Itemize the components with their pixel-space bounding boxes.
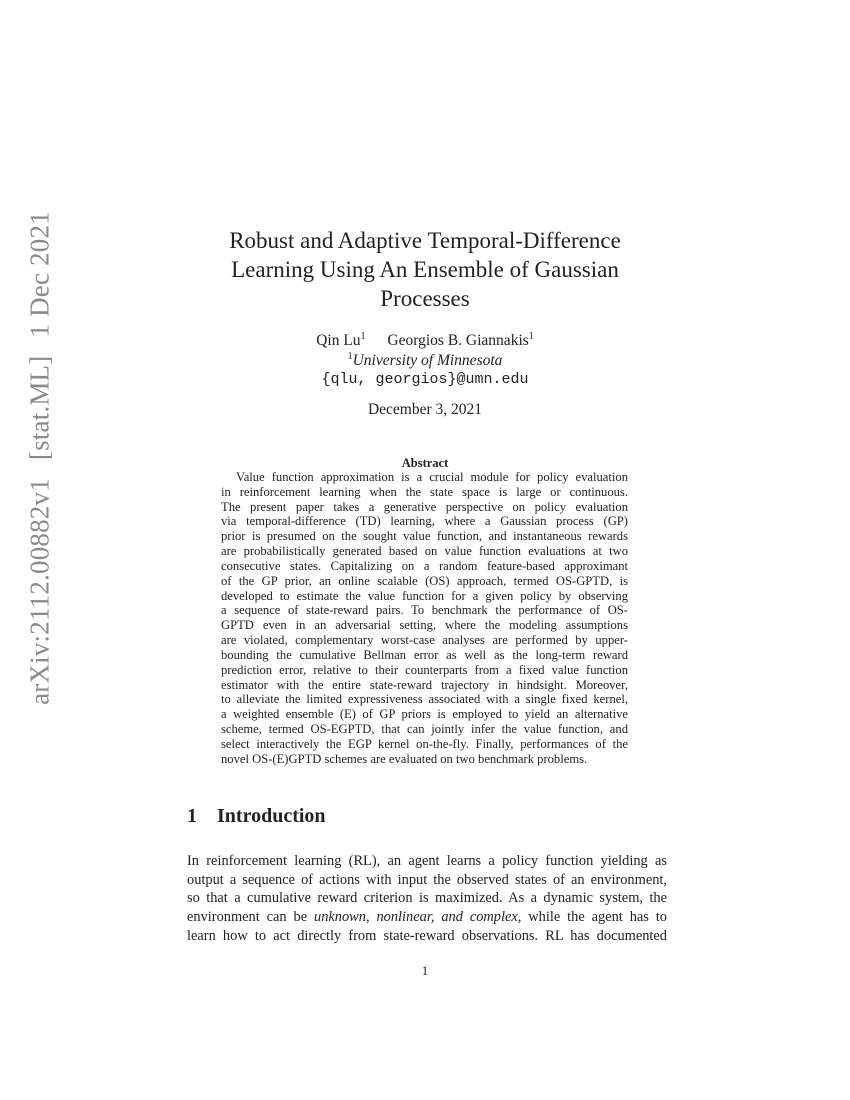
text-line: In reinforcement learning (RL), an agent learns a policy function yielding as <box>187 853 667 869</box>
text-line: a weighted ensemble (E) of GP priors is employed to yield an alternative <box>221 707 628 722</box>
affiliation <box>0 351 850 370</box>
arxiv-category: [stat.ML] <box>24 355 55 461</box>
text-line: of the GP prior, an online scalable (OS) approach, termed OS-GPTD, is <box>221 573 628 588</box>
text-line: prior is presumed on the sought value function, and instantaneous rewards <box>221 529 628 544</box>
arxiv-date: 1 Dec 2021 <box>24 211 55 338</box>
intro-body <box>187 852 667 946</box>
text-line: select interactively the EGP kernel on-the-fly. Finally, performances of the <box>221 736 628 751</box>
paper-title <box>0 226 850 313</box>
text-line: are violated, complementary worst-case analyses are performed by upper- <box>221 633 628 648</box>
text-line: developed to estimate the value function for a given policy by observing <box>221 588 628 603</box>
text-line: estimator with the entire state-reward trajectory in hindsight. Moreover, <box>221 677 628 692</box>
text-line: scheme, termed OS-EGPTD, that can jointly infer the value function, and <box>221 722 628 737</box>
author-affil-mark: 1 <box>528 331 534 342</box>
section-heading <box>187 805 326 828</box>
text-line: GPTD even in an adversarial setting, where the modeling assumptions <box>221 618 628 633</box>
text-line: learn how to act directly from state-reward observations. RL has documented <box>187 927 667 944</box>
arxiv-id: arXiv:2112.00882v1 <box>24 478 55 705</box>
affil-name: University of Minnesota <box>352 352 503 370</box>
text-line: consecutive states. Capitalizing on a random feature-based approximant <box>221 558 628 573</box>
title-line: Learning Using An Ensemble of Gaussian <box>231 257 619 282</box>
section-number: 1 <box>187 805 197 827</box>
page-number: 1 <box>421 963 429 978</box>
text-line: output a sequence of actions with input the observed states of an environment, <box>187 871 667 888</box>
text-line: novel OS-(E)GPTD schemes are evaluated on two benchmark problems. <box>221 751 588 766</box>
paper-date: December 3, 2021 <box>367 401 483 418</box>
author-name: Georgios B. Giannakis <box>387 332 529 350</box>
affil-mark: 1 <box>347 351 353 362</box>
text-line: are probabilistically generated based on value function evaluations at two <box>221 544 628 559</box>
author-affil-mark: 1 <box>360 331 366 342</box>
text-line: to alleviate the limited expressiveness associated with a single fixed kernel, <box>221 692 628 707</box>
text-line: a sequence of state-reward pairs. To benchmark the performance of OS- <box>221 603 628 618</box>
text-line: environment can be unknown, nonlinear, and complex, while the agent has to <box>187 909 667 926</box>
section-title: Introduction <box>217 805 326 827</box>
text-line: The present paper takes a generative perspective on policy evaluation <box>221 499 628 514</box>
abstract-heading: Abstract <box>401 456 449 470</box>
text-line: prediction error, relative to their counterparts from a fixed value function <box>221 662 628 677</box>
authors <box>0 331 850 350</box>
title-line: Processes <box>380 286 470 311</box>
text-line: bounding the cumulative Bellman error as well as the long-term reward <box>221 647 628 662</box>
title-line: Robust and Adaptive Temporal-Difference <box>229 228 621 253</box>
author-email: {qlu, georgios}@umn.edu <box>321 371 529 388</box>
text-line: in reinforcement learning when the state space is large or continuous. <box>221 484 628 499</box>
text-line: Value function approximation is a crucial module for policy evaluation <box>236 470 628 484</box>
text-line: via temporal-difference (TD) learning, where a Gaussian process (GP) <box>221 514 628 529</box>
author-name: Qin Lu <box>316 332 361 350</box>
abstract-body <box>221 470 628 767</box>
text-line: so that a cumulative reward criterion is maximized. As a dynamic system, the <box>187 890 667 907</box>
